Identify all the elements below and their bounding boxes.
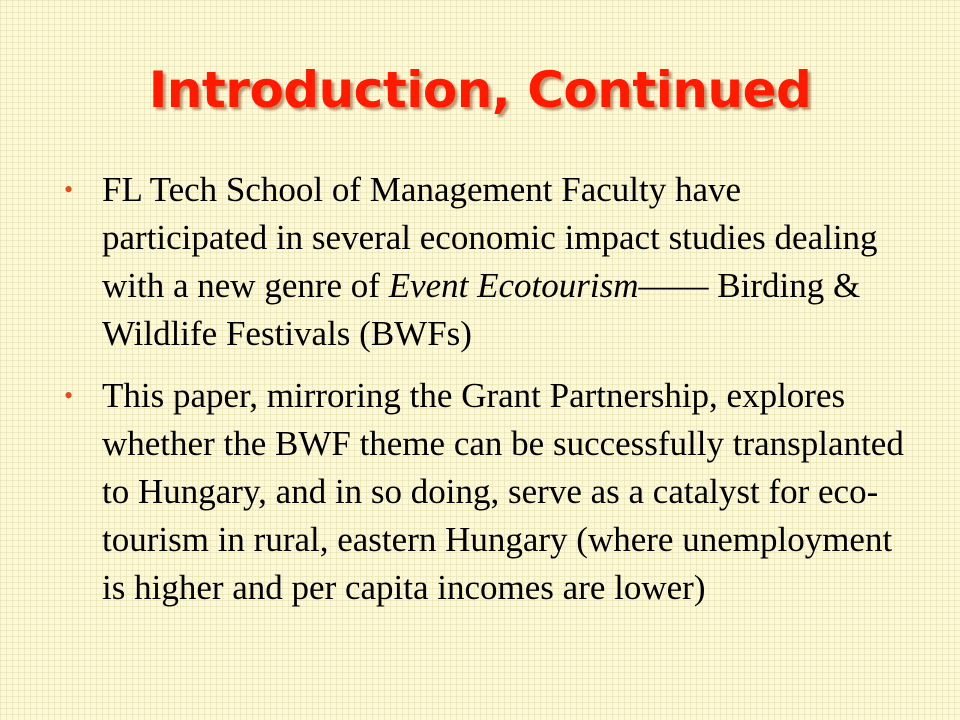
bullet-list — [64, 166, 904, 626]
bullet-1-text-after: —— Birding & Wildlife Festivals (BWFs) — [102, 266, 861, 353]
bullet-1-emphasis: Event Ecotourism — [388, 266, 639, 305]
bullet-2-text: This paper, mirroring the Grant Partnership, explores whether the BWF theme can be successfully transplanted to Hungary, and in so doing, serve as a catalyst for eco-tourism in rural, eastern Hungary (where unemployment is higher and per capita incomes are lower) — [102, 376, 904, 607]
bullet-item-1 — [64, 166, 904, 358]
slide-title: Introduction, Continued — [148, 61, 812, 119]
bullet-1-text: FL Tech School of Management Faculty have participated in several economic impact studies dealing with a new genre of — [102, 170, 878, 305]
bullet-dot-icon: • — [64, 175, 74, 204]
bullet-item-2 — [64, 372, 904, 612]
bullet-dot-icon: • — [64, 381, 74, 410]
